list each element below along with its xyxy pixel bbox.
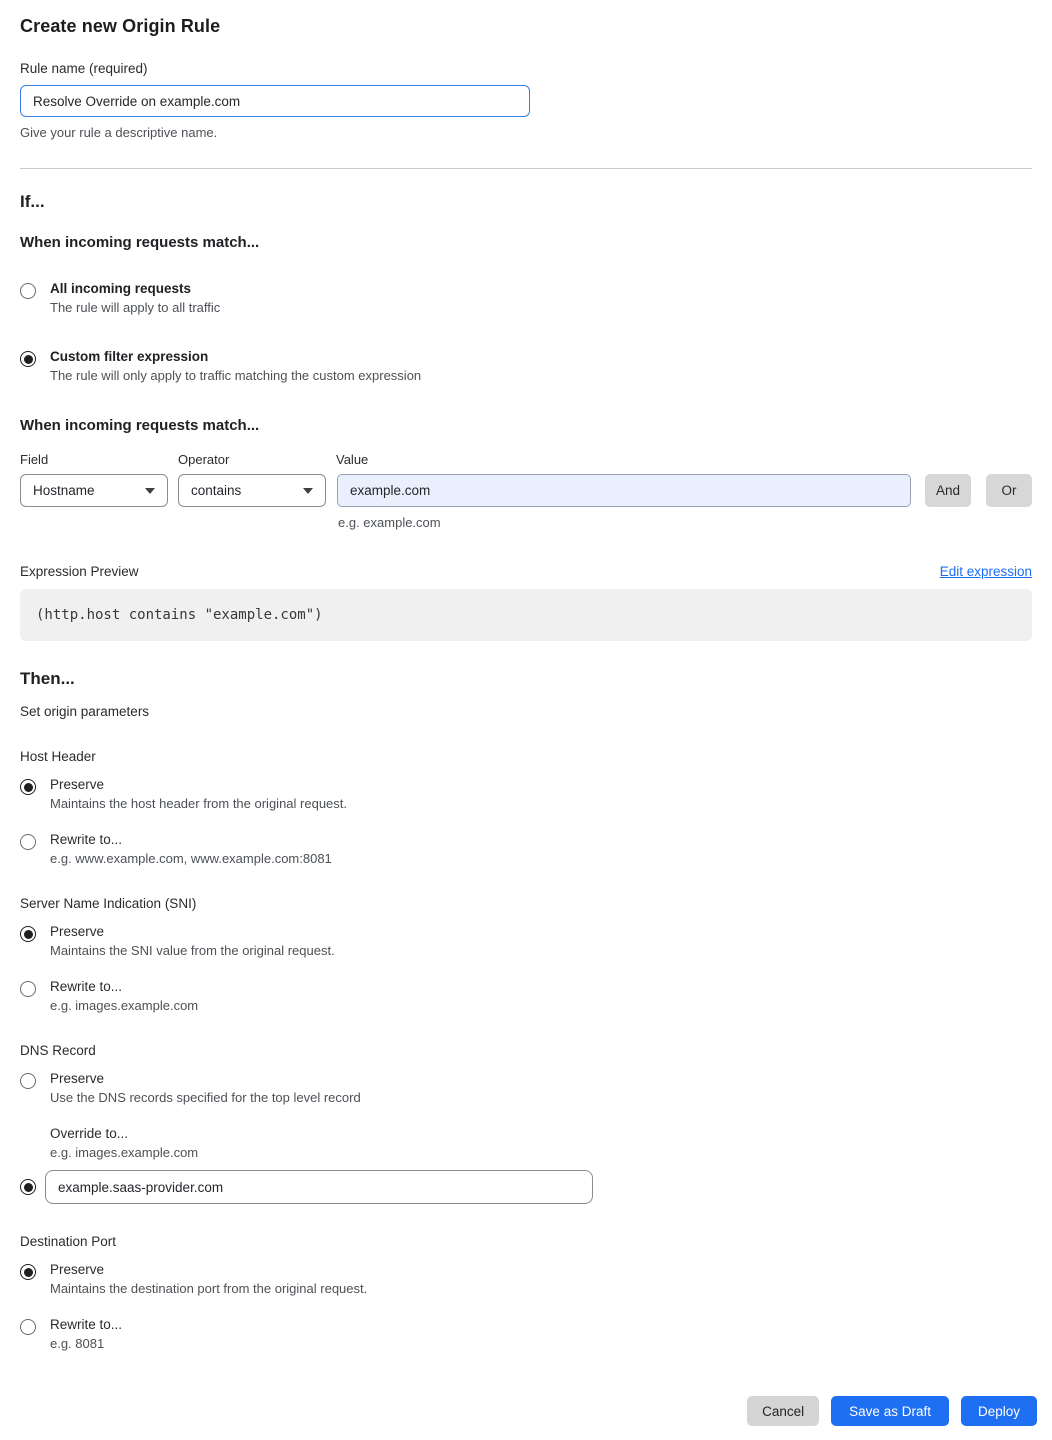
dns-override-input[interactable] bbox=[45, 1170, 593, 1204]
radio-option-custom-filter[interactable] bbox=[20, 349, 1032, 383]
radio-option-description: Maintains the SNI value from the original request. bbox=[50, 943, 335, 958]
radio-dns-override[interactable] bbox=[20, 1179, 36, 1195]
param-group-destination-port bbox=[20, 1234, 1032, 1351]
radio-option-body bbox=[50, 1317, 122, 1351]
expression-builder-heading: When incoming requests match... bbox=[20, 417, 260, 434]
condition-labels-row bbox=[20, 452, 1032, 467]
radio-option-body bbox=[50, 979, 198, 1013]
edit-expression-link[interactable]: Edit expression bbox=[939, 564, 1032, 579]
expression-preview-label: Expression Preview bbox=[20, 564, 139, 579]
radio-option-description: The rule will only apply to traffic matching the custom expression bbox=[50, 368, 422, 383]
chevron-down-icon bbox=[145, 488, 155, 494]
radio-port-preserve[interactable] bbox=[20, 1264, 36, 1280]
radio-option-body bbox=[50, 1071, 361, 1105]
operator-label: Operator bbox=[178, 452, 230, 467]
param-group-sni bbox=[20, 896, 1032, 1013]
condition-row bbox=[20, 474, 1032, 507]
param-group-label: Destination Port bbox=[20, 1234, 117, 1249]
radio-option-body bbox=[50, 924, 335, 958]
expression-preview-row bbox=[20, 564, 1032, 579]
field-select[interactable] bbox=[20, 474, 168, 507]
rule-name-label: Rule name (required) bbox=[20, 61, 148, 76]
radio-dns-preserve[interactable] bbox=[20, 1073, 36, 1089]
radio-option-label: Preserve bbox=[50, 1071, 105, 1086]
operator-select[interactable] bbox=[178, 474, 326, 507]
save-as-draft-button[interactable]: Save as Draft bbox=[831, 1396, 949, 1426]
param-group-label: Host Header bbox=[20, 749, 96, 764]
radio-option-port-rewrite[interactable] bbox=[20, 1317, 1032, 1351]
radio-option-body bbox=[50, 832, 332, 866]
radio-host-header-preserve[interactable] bbox=[20, 779, 36, 795]
field-select-value: Hostname bbox=[33, 483, 95, 498]
radio-option-label: Preserve bbox=[50, 924, 105, 939]
radio-option-all-incoming[interactable] bbox=[20, 281, 1032, 315]
if-heading: If... bbox=[20, 192, 45, 211]
then-heading: Then... bbox=[20, 669, 75, 688]
expression-code-text: (http.host contains "example.com") bbox=[36, 607, 323, 623]
radio-option-body bbox=[50, 281, 220, 315]
radio-option-label: Custom filter expression bbox=[50, 349, 209, 364]
radio-option-description: Maintains the host header from the original request. bbox=[50, 796, 348, 811]
radio-option-description: Use the DNS records specified for the top level record bbox=[50, 1090, 361, 1105]
radio-option-description: The rule will apply to all traffic bbox=[50, 300, 221, 315]
value-input[interactable] bbox=[337, 474, 911, 507]
dns-override-heading bbox=[50, 1126, 1032, 1160]
radio-option-description: Maintains the destination port from the original request. bbox=[50, 1281, 368, 1296]
radio-option-dns-preserve[interactable] bbox=[20, 1071, 1032, 1105]
radio-option-body bbox=[50, 349, 421, 383]
radio-option-description: e.g. images.example.com bbox=[50, 998, 199, 1013]
param-group-label: DNS Record bbox=[20, 1043, 96, 1058]
operator-select-value: contains bbox=[191, 483, 242, 498]
radio-option-host-header-preserve[interactable] bbox=[20, 777, 1032, 811]
radio-option-body bbox=[50, 1262, 367, 1296]
set-origin-parameters-label: Set origin parameters bbox=[20, 704, 150, 719]
radio-port-rewrite[interactable] bbox=[20, 1319, 36, 1335]
radio-option-label: Rewrite to... bbox=[50, 1317, 123, 1332]
radio-sni-rewrite[interactable] bbox=[20, 981, 36, 997]
value-label: Value bbox=[336, 452, 369, 467]
param-group-label: Server Name Indication (SNI) bbox=[20, 896, 197, 911]
gap bbox=[168, 474, 178, 507]
radio-host-header-rewrite[interactable] bbox=[20, 834, 36, 850]
page-title: Create new Origin Rule bbox=[20, 16, 221, 36]
incoming-match-heading: When incoming requests match... bbox=[20, 234, 260, 251]
radio-option-label: All incoming requests bbox=[50, 281, 192, 296]
field-label: Field bbox=[20, 452, 49, 467]
radio-option-description: e.g. 8081 bbox=[50, 1336, 105, 1351]
or-button[interactable]: Or bbox=[986, 474, 1032, 507]
radio-option-label: Override to... bbox=[50, 1126, 129, 1141]
radio-option-body bbox=[50, 777, 347, 811]
radio-option-sni-preserve[interactable] bbox=[20, 924, 1032, 958]
dns-override-row bbox=[20, 1170, 1032, 1204]
rule-name-helper: Give your rule a descriptive name. bbox=[20, 125, 218, 140]
footer-actions bbox=[747, 1396, 1037, 1426]
and-button[interactable]: And bbox=[925, 474, 971, 507]
radio-all-incoming[interactable] bbox=[20, 283, 36, 299]
radio-option-port-preserve[interactable] bbox=[20, 1262, 1032, 1296]
param-group-dns-record bbox=[20, 1043, 1032, 1204]
radio-custom-filter[interactable] bbox=[20, 351, 36, 367]
section-divider bbox=[20, 168, 1032, 169]
radio-option-description: e.g. www.example.com, www.example.com:8081 bbox=[50, 851, 332, 866]
chevron-down-icon bbox=[303, 488, 313, 494]
radio-option-label: Rewrite to... bbox=[50, 979, 123, 994]
param-group-host-header bbox=[20, 749, 1032, 866]
expression-code-block bbox=[20, 589, 1032, 641]
radio-option-label: Rewrite to... bbox=[50, 832, 123, 847]
radio-option-host-header-rewrite[interactable] bbox=[20, 832, 1032, 866]
rule-name-input[interactable] bbox=[20, 85, 530, 117]
radio-sni-preserve[interactable] bbox=[20, 926, 36, 942]
deploy-button[interactable]: Deploy bbox=[961, 1396, 1037, 1426]
cancel-button[interactable]: Cancel bbox=[747, 1396, 819, 1426]
radio-option-label: Preserve bbox=[50, 777, 105, 792]
radio-option-description: e.g. images.example.com bbox=[50, 1145, 199, 1160]
value-helper: e.g. example.com bbox=[338, 515, 441, 530]
radio-option-sni-rewrite[interactable] bbox=[20, 979, 1032, 1013]
radio-option-label: Preserve bbox=[50, 1262, 105, 1277]
